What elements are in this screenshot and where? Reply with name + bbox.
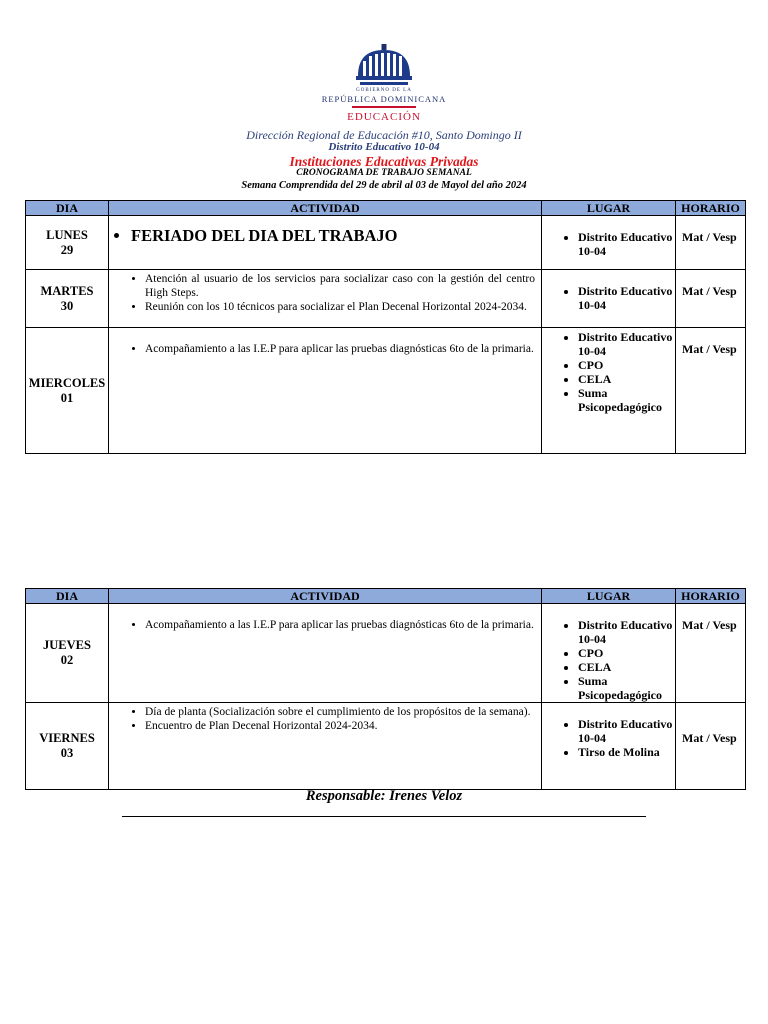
place-cell (542, 328, 676, 454)
republica-dominicana-logo (354, 44, 414, 90)
signature-line (122, 816, 646, 817)
schedule-cell: Mat / Vesp (676, 703, 746, 790)
day-cell (26, 703, 109, 790)
day-cell (26, 604, 109, 703)
place-item: • Distrito Educativo 10-04 (578, 618, 673, 646)
day-name: VIERNES (39, 731, 95, 745)
day-number: 01 (60, 390, 74, 405)
week-range: Semana Comprendida del 29 de abril al 03 de Mayol del año 2024 (241, 180, 527, 191)
table-row (26, 216, 746, 270)
regional-direction: Dirección Regional de Educación #10, Santo Domingo II (246, 128, 522, 142)
place-item: • Distrito Educativo 10-04 (578, 284, 673, 312)
table-row (26, 703, 746, 790)
day-number: 30 (60, 298, 74, 313)
table-header-row (26, 589, 746, 604)
day-name: LUNES (46, 227, 88, 242)
place-item: • Distrito Educativo 10-04 (578, 717, 673, 745)
activity-item: • Acompañamiento a las I.E.P para aplicar las pruebas diagnósticas 6to de la primaria. (145, 618, 535, 632)
place-item: • Distrito Educativo 10-04 (578, 330, 673, 358)
col-horario: HORARIO (676, 201, 746, 216)
activity-item: • FERIADO DEL DIA DEL TRABAJO (131, 226, 535, 246)
day-name: MIERCOLES (28, 375, 106, 390)
activity-item: • Día de planta (Socialización sobre el cumplimiento de los propósitos de la semana). (145, 705, 535, 719)
col-horario: HORARIO (676, 589, 746, 604)
table-row (26, 328, 746, 454)
activity-item: • Encuentro de Plan Decenal Horizontal 2024-2034. (145, 719, 535, 733)
day-name: JUEVES (43, 638, 91, 652)
district-name: Distrito Educativo 10-04 (328, 141, 440, 153)
schedule-cell: Mat / Vesp (676, 216, 746, 270)
place-cell (542, 216, 676, 270)
col-lugar: LUGAR (542, 589, 676, 604)
schedule-table-2 (25, 588, 746, 790)
activity-cell (109, 703, 542, 790)
gov-name: REPÚBLICA DOMINICANA (321, 94, 447, 104)
schedule-cell: Mat / Vesp (676, 604, 746, 703)
place-cell (542, 604, 676, 703)
place-item: • Suma Psicopedagógico (578, 386, 673, 414)
place-item: • CELA (578, 660, 673, 674)
place-item: • CELA (578, 372, 673, 386)
schedule-title: CRONOGRAMA DE TRABAJO SEMANAL (296, 168, 472, 178)
day-cell (26, 216, 109, 270)
col-dia: DIA (26, 589, 109, 604)
schedule-cell: Mat / Vesp (676, 270, 746, 328)
place-item: • Suma Psicopedagógico (578, 674, 673, 702)
day-cell (26, 270, 109, 328)
place-item: • CPO (578, 358, 673, 372)
schedule-cell: Mat / Vesp (676, 328, 746, 454)
table-row (26, 604, 746, 703)
activity-cell (109, 604, 542, 703)
place-item: • Distrito Educativo 10-04 (578, 230, 673, 258)
place-item: • CPO (578, 646, 673, 660)
table-header-row (26, 201, 746, 216)
gov-small-text: GOBIERNO DE LA (356, 88, 412, 93)
place-cell (542, 703, 676, 790)
col-lugar: LUGAR (542, 201, 676, 216)
activity-cell (109, 328, 542, 454)
day-name: MARTES (40, 283, 94, 298)
day-cell (26, 328, 109, 454)
place-cell (542, 270, 676, 328)
ministry-name: EDUCACIÓN (347, 111, 421, 123)
col-actividad: ACTIVIDAD (109, 589, 542, 604)
activity-item: • Reunión con los 10 técnicos para socializar el Plan Decenal Horizontal 2024-2034. (145, 300, 535, 314)
col-actividad: ACTIVIDAD (109, 201, 542, 216)
day-number: 02 (60, 653, 74, 667)
responsible-label: Responsable: Irenes Veloz (305, 788, 463, 804)
activity-cell (109, 270, 542, 328)
institutions-title: Instituciones Educativas Privadas (289, 154, 479, 169)
day-number: 29 (60, 242, 74, 257)
gov-divider (352, 106, 416, 108)
day-number: 03 (60, 746, 74, 760)
place-item: • Tirso de Molina (578, 745, 673, 759)
activity-item: • Acompañamiento a las I.E.P para aplicar las pruebas diagnósticas 6to de la primaria. (145, 342, 535, 356)
activity-item: • Atención al usuario de los servicios para socializar caso con la gestión del centro High Steps. (145, 272, 535, 300)
table-row (26, 270, 746, 328)
activity-cell (109, 216, 542, 270)
col-dia: DIA (26, 201, 109, 216)
schedule-table-1 (25, 200, 746, 454)
